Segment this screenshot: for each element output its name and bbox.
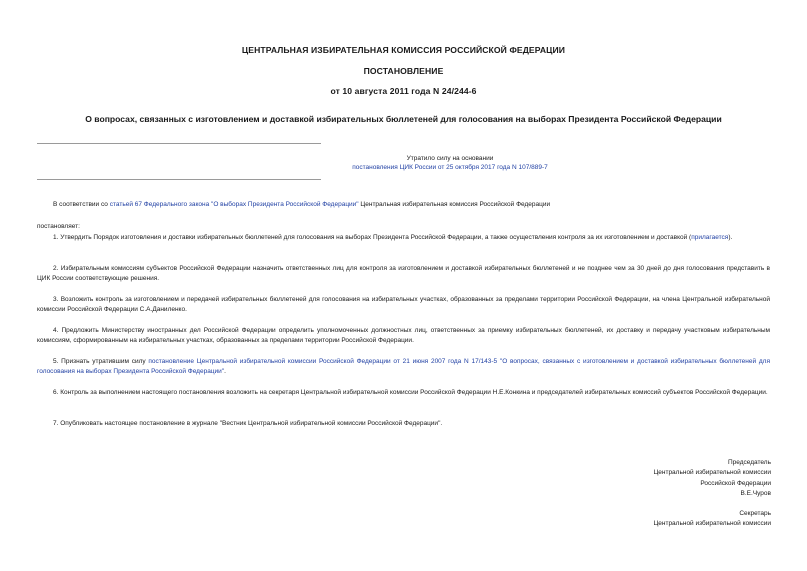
item-3: 3. Возложить контроль за изготовлением и передачей избирательных бюллетеней для голосования на избирательных участках, образованных за пределами территории Российской Федерации, на члена Центральной избирательной комиссии Российской Федерации С.А.Даниленко.	[37, 296, 770, 314]
document-date-number: от 10 августа 2011 года N 24/244-6	[330, 86, 477, 96]
secretary-title: Секретарь	[739, 510, 771, 517]
item-5-text: 5. Признать утратившим силу	[53, 358, 149, 365]
item-1-text: 1. Утвердить Порядок изготовления и доставки избирательных бюллетеней для голосования на выборах Президента Российской Федерации, а также осуществления контроля за их изготовлением и доставкой (	[53, 234, 692, 241]
repealed-decree-link[interactable]: постановление Центральной избирательной комиссии Российской Федерации от 21 июня 2007 года N 17/143-5 "О вопросах, связанных с изготовлением и доставкой избирательных бюллетеней для голосования на выборах Президента Российской Федерации"	[37, 358, 770, 376]
item-4: 4. Предложить Министерству иностранных дел Российской Федерации определить уполномоченных должностных лиц, ответственных за приемку избирательных бюллетеней, их доставку и передачу участковым избирательным комиссиям, сформированным на избирательных участках, образованных за пределами территории Российской Федерации.	[37, 327, 770, 345]
divider-bottom	[37, 179, 321, 180]
chairman-org-line2: Российской Федерации	[700, 479, 771, 487]
chairman-org-line1: Центральной избирательной комиссии	[653, 469, 771, 477]
item-2: 2. Избирательным комиссиям субъектов Российской Федерации назначить ответственных лиц для контроля за изготовлением и доставкой избирательных бюллетеней и не позднее чем за 30 дней до дня голосования представить в ЦИК России соответствующие решения.	[37, 265, 770, 283]
decree-word: постановляет:	[37, 223, 80, 230]
divider-top	[37, 143, 321, 144]
chairman-signature	[653, 458, 771, 499]
item-5-end: .	[224, 368, 226, 376]
document-type: ПОСТАНОВЛЕНИЕ	[363, 66, 444, 76]
chairman-title: Председатель	[727, 459, 771, 466]
preamble	[37, 200, 770, 210]
item-7: 7. Опубликовать настоящее постановление в журнале "Вестник Центральной избирательной комиссии Российской Федерации".	[53, 420, 443, 427]
repeal-notice	[250, 154, 650, 172]
preamble-text-after: Центральная избирательная комиссия Российской Федерации	[358, 201, 551, 208]
repeal-notice-link[interactable]: постановления ЦИК России от 25 октября 2017 года N 107/889-7	[352, 164, 548, 171]
item-1	[37, 233, 770, 243]
organization-heading: ЦЕНТРАЛЬНАЯ ИЗБИРАТЕЛЬНАЯ КОМИССИЯ РОССИЙСКОЙ ФЕДЕРАЦИИ	[241, 45, 566, 55]
preamble-text-before: В соответствии со	[53, 201, 110, 208]
repeal-notice-text: Утратило силу на основании	[406, 155, 494, 162]
federal-law-link[interactable]: статьей 67 Федерального закона "О выборах Президента Российской Федерации"	[109, 201, 359, 208]
document-title: О вопросах, связанных с изготовлением и доставкой избирательных бюллетеней для голосования на выборах Президента Российской Федерации	[85, 114, 722, 124]
item-5	[37, 357, 770, 378]
secretary-signature	[653, 509, 771, 530]
item-1-end: ).	[728, 234, 733, 241]
item-6: 6. Контроль за выполнением настоящего постановления возложить на секретаря Центральной избирательной комиссии Российской Федерации Н.Е.Конкина и председателей избирательных комиссий субъектов Российской Федерации.	[53, 389, 768, 396]
appendix-link[interactable]: прилагается	[691, 234, 729, 241]
chairman-name: В.Е.Чуров	[740, 489, 771, 497]
secretary-org-line1: Центральной избирательной комиссии	[653, 520, 771, 528]
